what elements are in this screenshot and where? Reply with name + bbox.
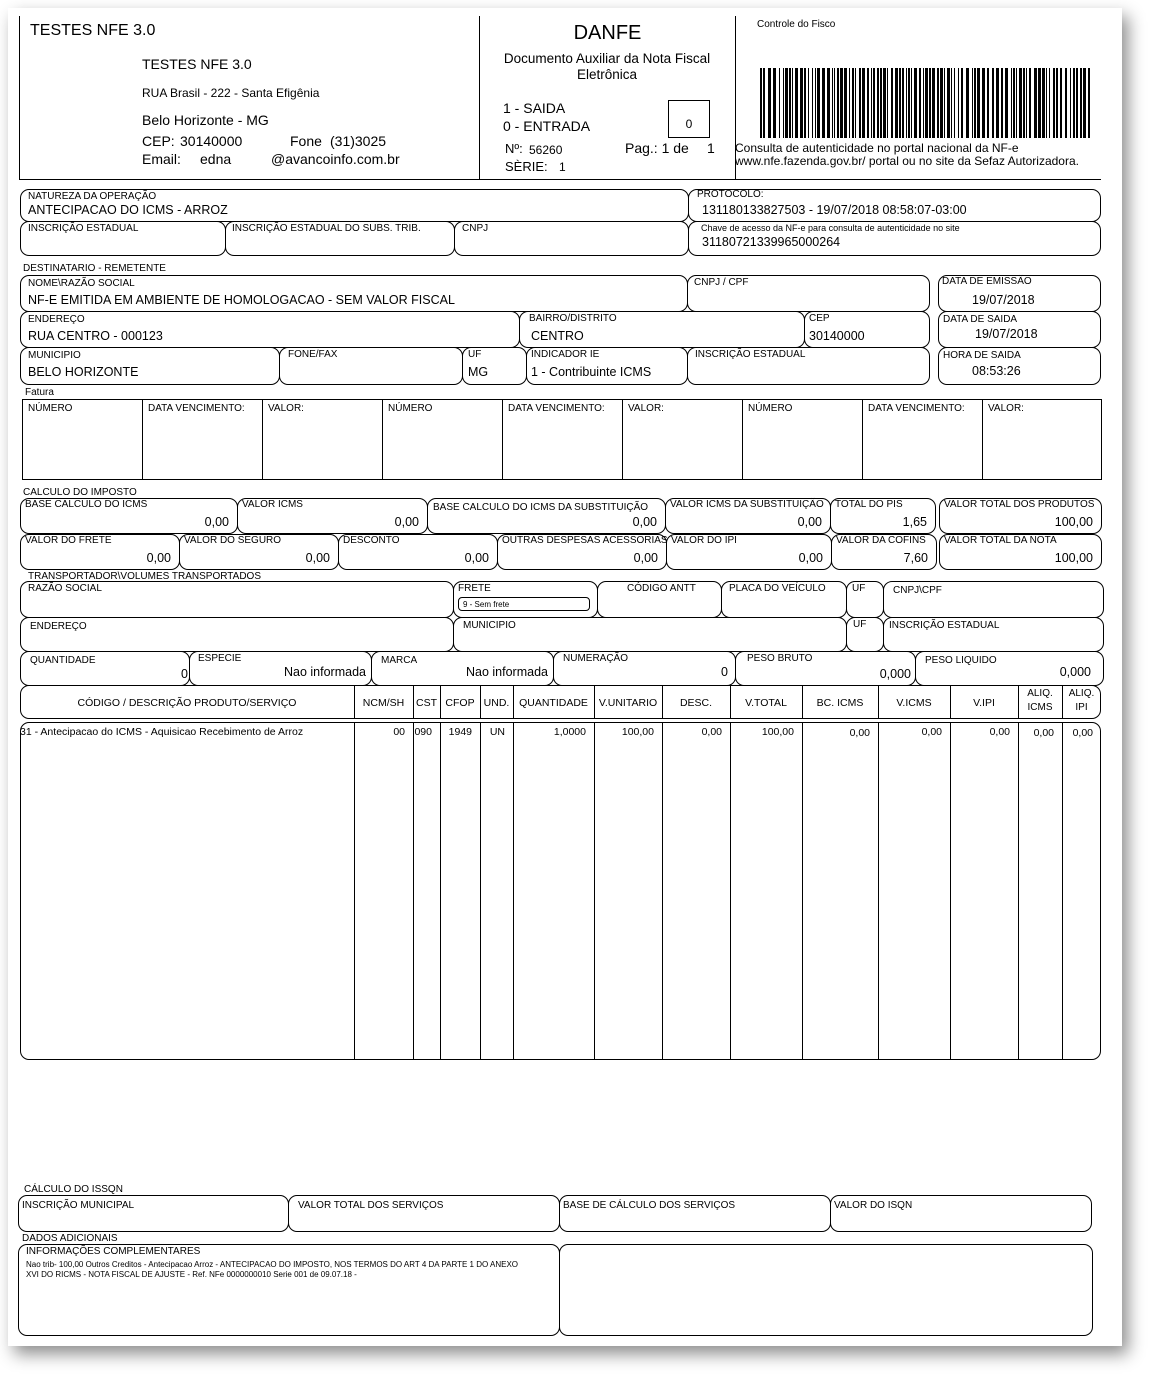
- barcode-bar: [832, 68, 833, 138]
- produto-cell: UN: [489, 726, 505, 738]
- barcode-bar: [1034, 68, 1037, 138]
- barcode-bar: [1053, 68, 1055, 138]
- fisco-label: Controle do Fisco: [757, 19, 836, 30]
- barcode-bar: [1070, 68, 1071, 138]
- barcode-bar: [944, 68, 945, 138]
- barcode-bar: [925, 68, 928, 138]
- imposto-ipi-value: 0,00: [798, 551, 823, 565]
- adicionais-section: DADOS ADICIONAIS: [22, 1233, 118, 1244]
- barcode-bar: [954, 68, 955, 138]
- barcode-bar: [852, 68, 854, 138]
- barcode-bar: [867, 68, 869, 138]
- barcode-bar: [812, 68, 813, 138]
- emitente-header-name: TESTES NFE 3.0: [30, 22, 156, 39]
- produtos-body-divider: [802, 722, 803, 1060]
- barcode-bar: [966, 68, 969, 138]
- produto-cell: 00: [393, 726, 405, 738]
- barcode-bar: [974, 68, 976, 138]
- transp-uf2-label: UF: [853, 619, 867, 630]
- imposto-pis-label: TOTAL DO PIS: [835, 499, 903, 510]
- barcode-bar: [768, 68, 771, 138]
- danfe-serie: 1: [559, 160, 566, 174]
- danfe-sheet: [8, 8, 1122, 1346]
- emitente-email-label: Email:: [142, 151, 181, 167]
- produtos-header-5: QUANTIDADE: [519, 697, 588, 709]
- transp-marca-label: MARCA: [381, 655, 418, 666]
- chave-value: 31180721339965000264: [702, 235, 841, 249]
- transp-bruto-label: PESO BRUTO: [747, 653, 813, 664]
- fatura-col-label: DATA VENCIMENTO:: [508, 403, 605, 414]
- barcode-bar: [1026, 68, 1027, 138]
- produtos-body-divider: [440, 722, 441, 1060]
- emitente-address: RUA Brasil - 222 - Santa Efigênia: [142, 86, 320, 100]
- barcode-bar: [783, 68, 784, 138]
- dest-emissao: 19/07/2018: [972, 293, 1035, 307]
- barcode-bar: [760, 68, 762, 138]
- barcode-bar: [899, 68, 901, 138]
- fatura-col-divider: [742, 399, 743, 480]
- barcode-bar: [795, 68, 798, 138]
- danfe-saida: 1 - SAIDA: [503, 100, 566, 116]
- barcode-bar: [992, 68, 994, 138]
- transp-liquido: 0,000: [1059, 665, 1091, 679]
- produto-cell: 0,00: [989, 726, 1010, 738]
- barcode-bar: [972, 68, 973, 138]
- transp-marca: Nao informada: [466, 665, 548, 679]
- barcode-bar: [1065, 68, 1067, 138]
- cnpj-label: CNPJ: [462, 223, 489, 234]
- transp-numeracao: 0: [721, 665, 728, 679]
- produtos-header-8: V.TOTAL: [745, 697, 787, 709]
- ie-label: INSCRIÇÃO ESTADUAL: [28, 223, 139, 234]
- info-complementar-label: INFORMAÇÕES COMPLEMENTARES: [26, 1246, 201, 1257]
- imposto-icms-label: VALOR ICMS: [242, 499, 303, 510]
- fatura-col-divider: [142, 399, 143, 480]
- dest-emissao-label: DATA DE EMISSÃO: [942, 276, 1032, 287]
- barcode-bar: [1073, 68, 1075, 138]
- barcode-bar: [779, 68, 780, 138]
- transp-municipio-label: MUNICIPIO: [463, 620, 516, 631]
- produto-cell: 1,0000: [553, 726, 586, 738]
- barcode-bar: [1013, 68, 1015, 138]
- produto-cell: 100,00: [621, 726, 654, 738]
- dest-ie-label: INSCRIÇÃO ESTADUAL: [695, 349, 806, 360]
- produto-cell: 100,00: [761, 726, 794, 738]
- barcode-bar: [887, 68, 888, 138]
- barcode-bar: [1038, 68, 1041, 138]
- barcode-bar: [982, 68, 985, 138]
- barcode-bar: [883, 68, 886, 138]
- imposto-frete-value: 0,00: [146, 551, 171, 565]
- transp-numeracao-label: NUMERAÇÃO: [563, 653, 629, 664]
- fatura-col-label: NÚMERO: [388, 403, 433, 414]
- barcode-bar: [844, 68, 847, 138]
- dest-ind-ie-label: INDICADOR IE: [531, 349, 600, 360]
- danfe-pagina-total: 1: [707, 140, 715, 156]
- dest-municipio-label: MUNICIPIO: [28, 350, 81, 361]
- produtos-body-divider: [594, 722, 595, 1060]
- produto-cell: 0,00: [1033, 727, 1054, 739]
- imposto-desconto-value: 0,00: [464, 551, 489, 565]
- produto-descricao: 31 - Antecipacao do ICMS - Aquisicao Recebimento de Arroz: [20, 726, 304, 738]
- imposto-bc_icms-label: BASE CALCULO DO ICMS: [25, 499, 148, 510]
- produtos-header-6: V.UNITARIO: [598, 697, 658, 709]
- cnpj-box: [454, 221, 689, 256]
- barcode-bar: [1060, 68, 1062, 138]
- barcode-bar: [987, 68, 989, 138]
- barcode-bar: [871, 68, 872, 138]
- barcode-bar: [877, 68, 879, 138]
- emitente-email-user: edna: [200, 151, 232, 167]
- dest-bairro: CENTRO: [531, 329, 584, 343]
- barcode-bar: [958, 68, 959, 138]
- fatura-col-label: NÚMERO: [748, 403, 793, 414]
- barcode-bar: [1005, 68, 1008, 138]
- produtos-header-4: UND.: [483, 697, 510, 709]
- barcode-bar: [914, 68, 917, 138]
- danfe-tipo: 0: [685, 117, 693, 131]
- fatura-col-divider: [982, 399, 983, 480]
- barcode-bar: [947, 68, 950, 138]
- danfe-serie-label: SÈRIE:: [505, 159, 548, 174]
- produtos-body-divider: [480, 722, 481, 1060]
- produtos-body-divider: [354, 722, 355, 1060]
- transp-qtd: 0: [181, 667, 188, 681]
- dest-cnpj-label: CNPJ / CPF: [694, 277, 749, 288]
- header-bottom-line: [19, 179, 1101, 180]
- transporte-section: TRANSPORTADOR\VOLUMES TRANSPORTADOS: [28, 571, 262, 582]
- produtos-header-13: ALIQ. IPI: [1068, 688, 1095, 713]
- produtos-body-divider: [1062, 722, 1063, 1060]
- barcode-bar: [937, 68, 939, 138]
- produtos-body-divider: [413, 722, 414, 1060]
- transp-antt-label: CÓDIGO ANTT: [627, 583, 696, 594]
- barcode-bar: [940, 68, 943, 138]
- reservado-fisco-box: [559, 1244, 1093, 1336]
- barcode-bar: [929, 68, 931, 138]
- transp-especie: Nao informada: [284, 665, 366, 679]
- barcode-bar: [911, 68, 912, 138]
- danfe-numero: 56260: [529, 143, 563, 157]
- issqn-valor-label: VALOR DO ISQN: [834, 1200, 913, 1211]
- barcode-bar: [800, 68, 803, 138]
- barcode-bar: [951, 68, 952, 138]
- dest-hora: 08:53:26: [972, 364, 1021, 378]
- transp-qtd-label: QUANTIDADE: [30, 655, 96, 666]
- imposto-section: CALCULO DO IMPOSTO: [23, 487, 137, 498]
- imposto-icms_st-label: VALOR ICMS DA SUBSTITUIÇÃO: [670, 499, 824, 510]
- barcode-bar: [837, 68, 839, 138]
- produto-cell: 0,00: [1072, 727, 1093, 739]
- produto-cell: 0,00: [921, 726, 942, 738]
- imposto-cofins-label: VALOR DA COFINS: [836, 535, 926, 546]
- transp-endereco-label: ENDEREÇO: [30, 621, 87, 632]
- produto-cell: 0,00: [849, 727, 870, 739]
- barcode-bar: [923, 68, 924, 138]
- produtos-body-divider: [730, 722, 731, 1060]
- info-line-2: XVI DO RICMS - NOTA FISCAL DE AJUSTE - Ref. NFe 0000000010 Serie 001 de 09.07.18 -: [26, 1270, 357, 1279]
- fatura-col-divider: [262, 399, 263, 480]
- barcode-bar: [1046, 68, 1047, 138]
- produto-cell: 090: [414, 726, 432, 738]
- danfe-entrada: 0 - ENTRADA: [503, 118, 591, 134]
- imposto-produtos-label: VALOR TOTAL DOS PRODUTOS: [944, 499, 1095, 510]
- issqn-section: CÁLCULO DO ISSQN: [24, 1184, 123, 1195]
- imposto-cofins-value: 7,60: [903, 551, 928, 565]
- barcode-bar: [855, 68, 856, 138]
- transp-frete-value: 9 - Sem frete: [463, 600, 510, 609]
- emitente-cep-label: CEP:: [142, 133, 175, 149]
- imposto-produtos-value: 100,00: [1054, 515, 1093, 529]
- fatura-col-label: VALOR:: [268, 403, 304, 414]
- barcode-bar: [834, 68, 835, 138]
- fatura-col-label: VALOR:: [988, 403, 1024, 414]
- fisco-consulta-1: Consulta de autenticidade no portal nacional da NF-e: [735, 141, 1019, 155]
- barcode-bar: [773, 68, 776, 138]
- barcode-bar: [817, 68, 820, 138]
- imposto-seguro-value: 0,00: [305, 551, 330, 565]
- issqn-base-label: BASE DE CÁLCULO DOS SERVIÇOS: [563, 1200, 736, 1211]
- destinatario-section: DESTINATARIO - REMETENTE: [23, 263, 166, 274]
- barcode-bar: [1056, 68, 1058, 138]
- produto-cell: 0,00: [701, 726, 722, 738]
- barcode-bar: [880, 68, 882, 138]
- natureza-label: NATUREZA DA OPERAÇÃO: [28, 191, 157, 202]
- produtos-body-divider: [1018, 722, 1019, 1060]
- dest-nome-label: NOME\RAZÃO SOCIAL: [28, 278, 135, 289]
- barcode-bar: [822, 68, 825, 138]
- barcode-bar: [919, 68, 921, 138]
- barcode-bar: [996, 68, 999, 138]
- dest-ind-ie: 1 - Contribuinte ICMS: [531, 365, 652, 379]
- emitente-cep: 30140000: [180, 133, 243, 149]
- barcode-bar: [827, 68, 830, 138]
- dest-endereco: RUA CENTRO - 000123: [28, 329, 163, 343]
- transp-liquido-label: PESO LIQUIDO: [925, 655, 997, 666]
- emitente-phone-label: Fone: [290, 133, 322, 149]
- barcode-bar: [808, 68, 809, 138]
- produtos-header-9: BC. ICMS: [816, 697, 864, 709]
- transp-cnpj-label: CNPJ\CPF: [893, 585, 942, 596]
- barcode-bar: [792, 68, 793, 138]
- emitente-city: Belo Horizonte - MG: [142, 112, 269, 128]
- fisco-consulta-2: www.nfe.fazenda.gov.br/ portal ou no site da Sefaz Autorizadora.: [735, 154, 1079, 168]
- dest-cep-label: CEP: [809, 313, 830, 324]
- imposto-pis-value: 1,65: [902, 515, 927, 529]
- barcode-bar: [873, 68, 875, 138]
- imposto-icms-value: 0,00: [394, 515, 419, 529]
- produtos-header-7: DESC.: [679, 697, 713, 709]
- produtos-header-1: NCM/SH: [362, 697, 405, 709]
- fatura-col-label: NÚMERO: [28, 403, 73, 414]
- barcode-bar: [763, 68, 765, 138]
- dest-saida: 19/07/2018: [975, 327, 1038, 341]
- dest-uf: MG: [468, 365, 489, 379]
- danfe-numero-label: Nº:: [505, 141, 523, 156]
- imposto-frete-label: VALOR DO FRETE: [25, 535, 112, 546]
- dest-saida-label: DATA DE SAIDA: [943, 314, 1018, 325]
- imposto-bc_icms-value: 0,00: [204, 515, 229, 529]
- emitente-phone: (31)3025: [330, 133, 387, 149]
- barcode-bar: [1029, 68, 1031, 138]
- dest-cep: 30140000: [809, 329, 865, 343]
- barcode-bar: [785, 68, 788, 138]
- barcode-bar: [1023, 68, 1025, 138]
- dest-uf-label: UF: [468, 349, 482, 360]
- info-line-1: Nao trib- 100,00 Outros Creditos - Antecipacao Arroz - ANTECIPACAO DO IMPOSTO, NOS TERMOS DO ART 4 DA PARTE 1 DO ANEXO: [26, 1260, 519, 1269]
- fatura-col-divider: [502, 399, 503, 480]
- produtos-header-11: V.IPI: [973, 697, 995, 709]
- produtos-body-divider: [513, 722, 514, 1060]
- info-complementar-box: [18, 1244, 560, 1336]
- chave-label: Chave de acesso da NF-e para consulta de autenticidade no site: [701, 223, 960, 233]
- barcode-bar: [859, 68, 861, 138]
- barcode-bar: [902, 68, 904, 138]
- dest-bairro-label: BAIRRO/DISTRITO: [529, 313, 617, 324]
- fatura-col-label: DATA VENCIMENTO:: [148, 403, 245, 414]
- produto-cell: 1949: [448, 726, 472, 738]
- produtos-body-divider: [662, 722, 663, 1060]
- imposto-nota-label: VALOR TOTAL DA NOTA: [944, 535, 1057, 546]
- produtos-header-0: CÓDIGO / DESCRIÇÃO PRODUTO/SERVIÇO: [77, 697, 297, 709]
- produtos-body-divider: [878, 722, 879, 1060]
- imposto-desconto-label: DESCONTO: [343, 535, 400, 546]
- emitente-name: TESTES NFE 3.0: [142, 56, 252, 72]
- fatura-col-label: DATA VENCIMENTO:: [868, 403, 965, 414]
- fatura-section: Fatura: [25, 387, 54, 398]
- imposto-ipi-label: VALOR DO IPI: [671, 535, 737, 546]
- produtos-body-box: [20, 722, 1101, 1060]
- imposto-bc_st-value: 0,00: [632, 515, 657, 529]
- barcode-bar: [849, 68, 850, 138]
- barcode-bar: [906, 68, 907, 138]
- barcode-bar: [840, 68, 843, 138]
- barcode-bar: [1076, 68, 1078, 138]
- produtos-header-3: CFOP: [445, 697, 475, 709]
- fatura-col-divider: [862, 399, 863, 480]
- dest-endereco-label: ENDEREÇO: [28, 314, 85, 325]
- ie-st-label: INSCRIÇÃO ESTADUAL DO SUBS. TRIB.: [232, 223, 421, 234]
- barcode-bar: [1088, 68, 1090, 138]
- protocolo-label: PROTOCOLO:: [697, 189, 764, 200]
- barcode-bar: [1083, 68, 1086, 138]
- imposto-nota-value: 100,00: [1054, 551, 1093, 565]
- produtos-body-divider: [950, 722, 951, 1060]
- transp-placa-label: PLACA DO VEÍCULO: [729, 583, 826, 594]
- imposto-seguro-label: VALOR DO SEGURO: [184, 535, 282, 546]
- barcode-bar: [908, 68, 910, 138]
- produtos-header-10: V.ICMS: [896, 697, 932, 709]
- fatura-col-divider: [622, 399, 623, 480]
- transp-razao-label: RAZÃO SOCIAL: [28, 583, 102, 594]
- barcode-bar: [895, 68, 898, 138]
- barcode-bar: [815, 68, 816, 138]
- emitente-email-domain: @avancoinfo.com.br: [271, 151, 400, 167]
- danfe-title: DANFE: [573, 22, 642, 44]
- issqn-total-label: VALOR TOTAL DOS SERVIÇOS: [298, 1200, 444, 1211]
- protocolo-value: 131180133827503 - 19/07/2018 08:58:07-03:00: [702, 203, 967, 217]
- transp-ie-label: INSCRIÇÃO ESTADUAL: [889, 620, 1000, 631]
- barcode-bar: [1001, 68, 1003, 138]
- produtos-header-12: ALIQ. ICMS: [1027, 688, 1053, 713]
- barcode-bar: [1019, 68, 1022, 138]
- danfe-pagina: Pag.: 1 de: [625, 140, 689, 156]
- barcode-bar: [804, 68, 806, 138]
- barcode-bar: [1049, 68, 1050, 138]
- produtos-header-2: CST: [416, 697, 437, 709]
- transp-uf-label: UF: [852, 583, 866, 594]
- dest-nome: NF-E EMITIDA EM AMBIENTE DE HOMOLOGACAO - SEM VALOR FISCAL: [28, 293, 455, 307]
- transp-bruto: 0,000: [879, 667, 911, 681]
- barcode-bar: [1011, 68, 1012, 138]
- barcode-bar: [789, 68, 791, 138]
- fatura-col-label: VALOR:: [628, 403, 664, 414]
- barcode-bar: [891, 68, 893, 138]
- transp-especie-label: ESPECIE: [198, 653, 242, 664]
- imposto-outras-label: OUTRAS DESPESAS ACESSORIAS: [502, 535, 668, 546]
- danfe-subtitle: Documento Auxiliar da Nota Fiscal Eletrônica: [503, 51, 711, 82]
- transp-frete-label: FRETE: [458, 583, 491, 594]
- barcode-bar: [862, 68, 865, 138]
- barcode-bar: [977, 68, 980, 138]
- imposto-bc_st-label: BASE CALCULO DO ICMS DA SUBSTITUIÇÃO: [433, 502, 649, 513]
- dest-fone-label: FONE/FAX: [288, 349, 338, 360]
- barcode-image: [760, 68, 1092, 138]
- fatura-col-divider: [382, 399, 383, 480]
- barcode-bar: [932, 68, 935, 138]
- imposto-outras-value: 0,00: [633, 551, 658, 565]
- natureza-value: ANTECIPACAO DO ICMS - ARROZ: [28, 203, 228, 217]
- dest-hora-label: HORA DE SAIDA: [943, 350, 1021, 361]
- issqn-im-label: INSCRIÇÃO MUNICIPAL: [22, 1200, 135, 1211]
- barcode-bar: [1042, 68, 1045, 138]
- barcode-bar: [1080, 68, 1082, 138]
- imposto-icms_st-value: 0,00: [797, 515, 822, 529]
- barcode-bar: [1016, 68, 1017, 138]
- barcode-bar: [961, 68, 963, 138]
- dest-municipio: BELO HORIZONTE: [28, 365, 139, 379]
